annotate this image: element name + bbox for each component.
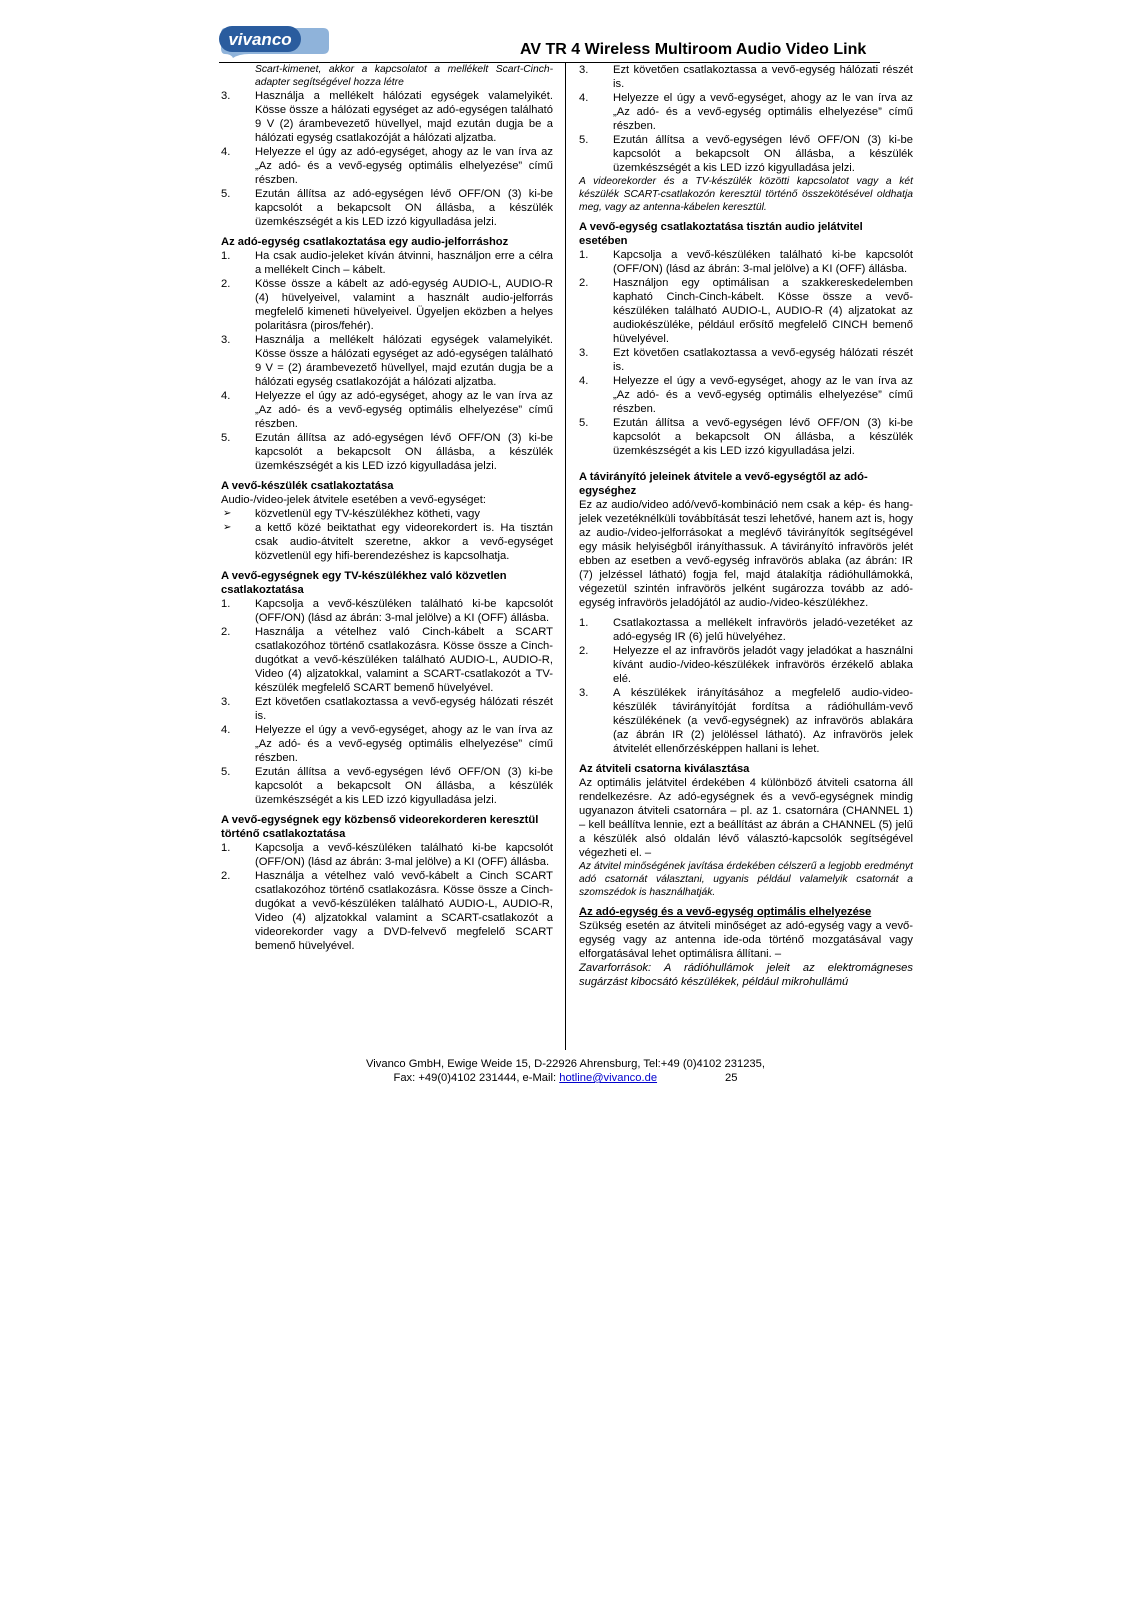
left-section1-list [221, 63, 553, 229]
list-item: 3. Ezt követően csatlakoztassa a vevő-egység hálózati részét is. [579, 347, 913, 373]
list-item: 2. Kösse össze a kábelt az adó-egység AUDIO-L, AUDIO-R (4) hüvelyeivel, valamint a használt audio-jelforrás megfelelő kimeneti hüvelyeivel. Ügyeljen eközben a helyes polaritásra (piros/fehér). [221, 278, 553, 332]
footer-contact [0, 1071, 1131, 1085]
left-section2-list [221, 249, 553, 473]
list-item: 4. Helyezze el úgy az adó-egységet, ahogy az le van írva az „Az adó- és a vevő-egység optimális elhelyezése” című részben. [221, 146, 553, 186]
italic-note: Az átvitel minőségének javítása érdekében célszerű a legjobb eredményt adó csatornát választani, ugyanis például valamelyik csatornát a szomszédok is használhatják. [579, 861, 913, 898]
list-item: 3. Ezt követően csatlakoztassa a vevő-egység hálózati részét is. [221, 696, 553, 722]
right-section2-list [579, 248, 913, 458]
italic-note: A videorekorder és a TV-készülék közötti kapcsolatot vagy a két készülék SCART-csatlakozón keresztül történő összekötésével oldhatja meg, vagy az antenna-kábelen keresztül. [579, 176, 913, 213]
section-heading: A vevő-készülék csatlakoztatása [221, 480, 394, 492]
list-item: 3. Használja a mellékelt hálózati egységek valamelyikét. Kösse össze a hálózati egységet az adó-egységen található 9 V = (2) árambevezető hüvellyel, majd ezután dugja be a hálózati egység csatlakozóját a hálózati aljzatba. [221, 334, 553, 388]
list-item: 5. Ezután állítsa a vevő-egységen lévő OFF/ON (3) ki-be kapcsolót a bekapcsolt ON állásba, a készülék üzemkészségét a kis LED izzó kigyulladása jelzi. [579, 417, 913, 457]
column-divider [565, 63, 566, 1050]
list-item: 5. Ezután állítsa az adó-egységen lévő OFF/ON (3) ki-be kapcsolót a bekapcsolt ON állásba, a készülék üzemkészségét a kis LED izzó kigyulladása jelzi. [221, 432, 553, 472]
list-item: 1. Kapcsolja a vevő-készüléken található ki-be kapcsolót (OFF/ON) (lásd az ábrán: 3-mal jelölve) a KI (OFF) állásba. [579, 249, 913, 275]
list-item: 2. Helyezze el az infravörös jeladót vagy jeladókat a használni kívánt audio-/video-készülékek infravörös érzékelő ablaka elé. [579, 645, 913, 685]
left-section4-list [221, 597, 553, 807]
page-number: 25 [725, 1072, 738, 1084]
paragraph: Ez az audio/video adó/vevő-kombináció nem csak a kép- és hang-jelek vezetéknélküli továbbítását teszi lehetővé, hanem azt is, hogy az audio-/video-jelforrásokat a meglévő távirányítók segítségével egy másik helyiségből irányíthassuk. A távirányító infravörös jelét ebben az esetben a vevő-egység infravörös ablaka (az ábrán: IR (7) jelzéssel látható) fogja fel, majd átalakítja rádióhullámokká, végezetül szintén infravörös jelként sugározza tovább az adó-egység infravörös jeladójától az audio-/video-készülékhez. [579, 499, 913, 609]
list-item: 4. Helyezze el úgy a vevő-egységet, ahogy az le van írva az „Az adó- és a vevő-egység optimális elhelyezése” című részben. [579, 375, 913, 415]
right-section1-list [579, 63, 913, 175]
list-item: ➢ a kettő közé beiktathat egy videorekordert is. Ha tisztán csak audio-átvitelt szeretne, akkor a vevő-egységet közvetlenül egy hifi-berendezéshez is kapcsolhatja. [223, 522, 553, 562]
list-item: ➢ közvetlenül egy TV-készülékhez kötheti, vagy [223, 508, 480, 520]
right-section3-list [579, 616, 913, 756]
list-item: 4. Helyezze el úgy a vevő-egységet, ahogy az le van írva az „Az adó- és a vevő-egység optimális elhelyezése” című részben. [221, 724, 553, 764]
paragraph: Audio-/video-jelek átvitele esetében a vevő-egységet: [221, 494, 486, 506]
arrow-bullet-icon: ➢ [223, 508, 232, 519]
list-item: 2. Használja a vételhez való Cinch-kábelt a SCART csatlakozóhoz történő csatlakozásra. Kösse össze a Cinch-dugótkat a vevő-készüléken található AUDIO-L, AUDIO-R, Video (4) aljzatokkal, valamint a SCART-csatlakozót a TV-készülék megfelelő SCART bemenő hüvelyével. [221, 626, 553, 694]
list-item: 1. Kapcsolja a vevő-készüléken található ki-be kapcsolót (OFF/ON) (lásd az ábrán: 3-mal jelölve) a KI (OFF) állásba. [221, 598, 553, 624]
section-heading: A vevő-egység csatlakoztatása tisztán audio jelátvitel esetében [579, 221, 863, 247]
list-item: 5. Ezután állítsa az adó-egységen lévő OFF/ON (3) ki-be kapcsolót a bekapcsolt ON állásba, a készülék üzemkészségét a kis LED izzó kigyulladása jelzi. [221, 188, 553, 228]
bullet-list [221, 507, 553, 563]
list-item: 5. Ezután állítsa a vevő-egységen lévő OFF/ON (3) ki-be kapcsolót a bekapcsolt ON állásba, a készülék üzemkészségét a kis LED izzó kigyulladása jelzi. [221, 766, 553, 806]
section-heading: A távirányító jeleinek átvitele a vevő-egységtől az adó-egységhez [579, 471, 868, 497]
section-heading: Az átviteli csatorna kiválasztása [579, 763, 750, 775]
page-footer [0, 1057, 1131, 1085]
list-item: 5. Ezután állítsa a vevő-egységen lévő OFF/ON (3) ki-be kapcsolót a bekapcsolt ON állásba, a készülék üzemkészségét a kis LED izzó kigyulladása jelzi. [579, 134, 913, 174]
section-heading: A vevő-egységnek egy közbenső videorekorderen keresztül történő csatlakoztatása [221, 814, 539, 840]
list-item: 1. Kapcsolja a vevő-készüléken található ki-be kapcsolót (OFF/ON) (lásd az ábrán: 3-mal jelölve) a KI (OFF) állásba. [221, 842, 553, 868]
list-item: 3. A készülékek irányításához a megfelelő audio-video-készülék távirányítóját fordítsa a rádióhullám-vevő készülékének (a vevő-egységnek) az infravörös ablakára (az ábrán IR (2) jelöléssel látható). Az infravörös jelek átvitelét ellenőrzésképpen hallani is lehet. [579, 687, 913, 755]
section-heading: A vevő-egységnek egy TV-készülékhez való közvetlen csatlakoztatása [221, 570, 507, 596]
list-item: 4. Helyezze el úgy az adó-egységet, ahogy az le van írva az „Az adó- és a vevő-egység optimális elhelyezése” című részben. [221, 390, 553, 430]
section-heading: Az adó-egység csatlakoztatása egy audio-jelforráshoz [221, 236, 509, 248]
list-item: 2. Használja a vételhez való vevő-kábelt a Cinch SCART csatlakozóhoz történő csatlakozásra. Kösse össze a Cinch-dugókat a vevő-készüléken található AUDIO-L, AUDIO-R, Video (4) aljzatokkal valamint a SCART-csatlakozót a videorekorder vagy a DVD-felvevő megfelelő SCART bemenő hüvelyével. [221, 870, 553, 952]
list-item: 3. Ezt követően csatlakoztassa a vevő-egység hálózati részét is. [579, 64, 913, 90]
vivanco-logo [219, 24, 331, 59]
section-heading: Az adó-egység és a vevő-egység optimális elhelyezése [579, 906, 872, 918]
paragraph: Az optimális jelátvitel érdekében 4 különböző átviteli csatorna áll rendelkezésre. Az adó-egységnek és a vevő-egységnek mindig ugyanazon átviteli csatornára – pl. az 1. csatornára (CHANNEL 1) – kell beállítva lennie, ezt a beállítást az ábrán a CHANNEL (5) jelű a készülék alsó oldalán lévő választó-kapcsolók segítségével végezheti el. – [579, 777, 913, 859]
footer-address: Vivanco GmbH, Ewige Weide 15, D-22926 Ahrensburg, Tel:+49 (0)4102 231235, [366, 1058, 765, 1070]
email-link[interactable]: hotline@vivanco.de [559, 1072, 658, 1084]
list-item: 1. Csatlakoztassa a mellékelt infravörös jeladó-vezetéket az adó-egység IR (6) jelű hüvelyéhez. [579, 617, 913, 643]
list-item: 2. Használjon egy optimálisan a szakkereskedelemben kapható Cinch-Cinch-kábelt. Kösse össze a vevő-készüléken található AUDIO-L, AUDIO-R (4) aljzatokat az audiokészüléke, például erősítő megfelelő CINCH bemenő hüvelyével. [579, 277, 913, 345]
logo-text: vivanco [228, 30, 292, 49]
list-item: 1. Ha csak audio-jeleket kíván átvinni, használjon erre a célra a mellékelt Cinch – kábelt. [221, 250, 553, 276]
left-column [221, 63, 553, 953]
footer-fax: Fax: +49(0)4102 231444, e-Mail: [393, 1072, 560, 1084]
left-section5-list [221, 841, 553, 953]
document-title: AV TR 4 Wireless Multiroom Audio Video Link [520, 41, 867, 58]
italic-note: Zavarforrások: A rádióhullámok jeleit az elektromágneses sugárzást kibocsátó készülékek, például mikrohullámú [579, 962, 913, 988]
right-column [579, 63, 913, 989]
arrow-bullet-icon: ➢ [223, 522, 232, 533]
continued-note: Scart-kimenet, akkor a kapcsolatot a mellékelt Scart-Cinch-adapter segítségével hozza létre [255, 64, 553, 88]
list-item: 3. Használja a mellékelt hálózati egységek valamelyikét. Kösse össze a hálózati egységet az adó-egységen található 9 V (2) árambevezető hüvellyel, majd ezután dugja be a hálózati egység csatlakozóját a hálózati aljzatba. [221, 90, 553, 144]
list-item: 4. Helyezze el úgy a vevő-egységet, ahogy az le van írva az „Az adó- és a vevő-egység optimális elhelyezése” című részben. [579, 92, 913, 132]
paragraph: Szükség esetén az átviteli minőséget az adó-egység vagy a vevő-egység vagy az antenna ide-oda történő mozgatásával vagy elforgatásával lehet optimálisra állítani. – [579, 920, 913, 960]
